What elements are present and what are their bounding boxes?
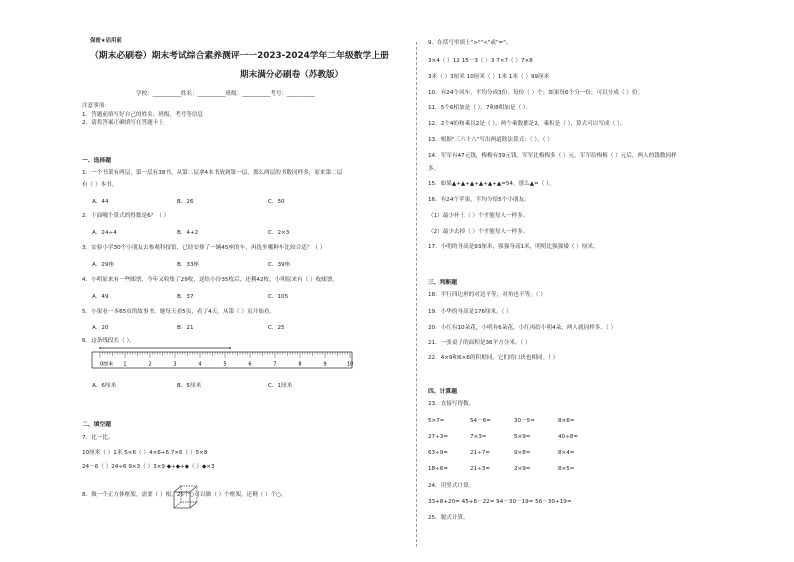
calc-cell: 7×3= (470, 434, 487, 440)
question-13: 13．根据"三六十八"写出两道除法算式：（ ），（ ） (428, 137, 553, 143)
question-3: 3．实验小学30个小朋友去参观科技馆，已经安排了一辆45座的车，再选坐哪种车比较合适？（ ） (82, 245, 326, 251)
q7-row-1: 10厘米（ ）1米 5×6（ ）4×6+6 7×6（ ）5×8 (82, 450, 208, 456)
question-6: 6．这条线段长（ ）。 (82, 338, 135, 344)
q4-option-b: B．37 (177, 294, 194, 300)
question-7: 7．比一比。 (82, 435, 114, 441)
question-9: 9．在括号里填上">""<"或"="。 (428, 40, 512, 46)
question-1: 1．一个书架有两层，第一层有38书，从第二层拿4本书放到第一层，那么两层的书数同样多，原来第二层 (82, 170, 343, 176)
calc-cell: 54－6= (470, 418, 491, 424)
question-20: 20．小红有10朵花，小明有6朵花，小红再给小明4朵，两人就同样多。（ ） (428, 325, 617, 331)
q5-option-b: B．21 (177, 325, 194, 331)
question-25: 25．脱式计算。 (428, 515, 469, 521)
question-15: 15．如果▲+▲+▲+▲+▲+▲=54，那么▲=（ ）。 (428, 181, 555, 187)
question-16: 16．有24个苹果，平均分给5个小朋友。 (428, 197, 530, 203)
ruler-tick-label: 2 (148, 361, 152, 368)
question-4: 4．小明原来有一些邮票，今年又收集了29枚，送给小玲35枚后，还剩42枚，小明原来有（ ）枚邮票。 (82, 277, 339, 283)
ruler-tick-label: 0厘米 (100, 361, 114, 368)
ruler-tick-label: 5 (223, 361, 227, 368)
section-1-title: 一、选择题 (82, 158, 111, 164)
exam-title-line1: （期末必刷卷）期末考试综合素养测评一一2023-2024学年二年级数学上册 (90, 51, 389, 61)
calc-cell: 27÷3= (428, 434, 449, 440)
question-11: 11．5个6相加是（ ），7和8相加是（ ）。 (428, 105, 532, 111)
cube-frame-icon (172, 484, 200, 510)
ruler-ticks (100, 352, 353, 368)
ruler-tick-label: 8 (298, 361, 302, 368)
calc-cell: 8×5= (558, 466, 575, 472)
ruler-tick-label: 7 (273, 361, 277, 368)
question-22: 22．4×9和6×6的积相同，它们的口诀也相同。（ ） (428, 355, 559, 361)
question-14-cont: 多。 (428, 166, 440, 172)
q9-row-2: 3米（ ）3厘米 10厘米（ ）1米 1米（ ）99厘米 (428, 74, 550, 80)
question-14: 14．军军有47元钱，梅梅有39元钱。军军比梅梅多（ ）元，军军给梅梅（ ）元后，两人的钱数同样 (428, 153, 677, 159)
q9-row-1: 3×4（ ）12 15－3（ ）3 7×7（ ）7×8 (428, 58, 533, 64)
calc-cell: 40÷8= (558, 434, 579, 440)
calc-cell: 21÷7= (470, 450, 491, 456)
notice-title: 注意事项： (82, 103, 110, 109)
q6-option-b: B．5厘米 (177, 383, 202, 389)
q7-row-2: 24－6（ ）24÷6 9×3（ ）3×9 ◆+◆+◆（ ）◆×3 (82, 464, 215, 470)
calc-cell: 2×9= (514, 466, 531, 472)
q2-option-a: A．24÷4 (92, 230, 117, 236)
exam-title-line2: 期末满分必刷卷（苏教版） (240, 70, 344, 80)
calc-cell: 8×4= (558, 450, 575, 456)
ruler-tick-label: 10 (346, 361, 354, 368)
q6-option-a: A．6厘米 (92, 383, 117, 389)
q4-option-a: A．49 (92, 294, 109, 300)
secret-label: 保密★启用前 (90, 38, 122, 44)
section-2-title: 二、填空题 (82, 422, 111, 428)
notice-item-2: 2．请将答案正确填写在答题卡上 (82, 120, 164, 126)
calc-cell: 9×8= (514, 450, 531, 456)
ruler-figure (90, 345, 354, 369)
q5-option-a: A．20 (92, 325, 109, 331)
question-24: 24．用竖式计算。 (428, 483, 475, 489)
calc-cell: 21÷3= (470, 466, 491, 472)
q2-option-b: B．4+2 (177, 230, 199, 236)
q16-part-2: （2）最少去掉（ ）个才能每人一样多。 (428, 229, 529, 235)
q4-option-c: C．105 (268, 294, 289, 300)
calc-cell: 5×9= (514, 434, 531, 440)
column-divider (416, 42, 417, 547)
question-5: 5．小果看一本65页的故事书，她每天看5页，看了4天。从第（ ）页开始看。 (82, 309, 275, 315)
section-4-title: 四、计算题 (428, 389, 457, 395)
question-19: 19．小华的身高是176厘米。（ ） (428, 309, 512, 315)
question-10: 10．有24个风车，平均分成3份，每份（ ）个；如果每6个分一份，可以分成（ ）份。 (428, 90, 644, 96)
ruler-body (92, 352, 352, 368)
question-21: 21．一张桌子的面积是36平方分米。（ ） (428, 340, 531, 346)
q3-option-b: B．33座 (177, 262, 200, 268)
q3-option-c: C．39座 (268, 262, 291, 268)
question-1-cont: 有（ ）本书。 (82, 182, 118, 188)
question-17: 17．小明的身高是93厘米，强强身高1米，明明比强强矮（ ）厘米。 (428, 244, 599, 250)
question-23: 23．直接写得数。 (428, 401, 475, 407)
q6-option-c: C．1厘米 (268, 383, 293, 389)
calc-cell: 18÷6= (428, 466, 449, 472)
q1-option-b: B．26 (177, 199, 194, 205)
ruler-tick-label: 9 (323, 361, 327, 368)
notice-item-1: 1．答题前填写好自己的姓名、班级、考号等信息 (82, 112, 204, 118)
ruler-tick-label: 4 (198, 361, 202, 368)
calc-cell: 8×6= (558, 418, 575, 424)
q16-part-1: （1）最少补上（ ）个才能每人一样多。 (428, 213, 529, 219)
ruler-tick-label: 6 (248, 361, 252, 368)
ruler-tick-label: 1 (123, 361, 127, 368)
q1-option-c: C．50 (268, 199, 285, 205)
question-12: 12．2个4的和乘以2是（ ），两个乘数都是2，乘积是（ ），算式可以写成（ ）。 (428, 121, 626, 127)
calc-cell: 30－5= (514, 418, 535, 424)
calc-cell: 63÷9= (428, 450, 449, 456)
section-3-title: 三、判断题 (428, 280, 457, 286)
q24-row: 33+8+20= 45+6－22= 94－30－19= 56－30+19= (428, 499, 572, 505)
q3-option-a: A．29座 (92, 262, 115, 268)
student-info-line: 学校：__________姓名：__________班级：__________考号：__________ (136, 91, 316, 97)
ruler-tick-label: 3 (173, 361, 177, 368)
q1-option-a: A．44 (92, 199, 109, 205)
question-18: 18．平行四边形的对边平等，对角也不等。（ ） (428, 292, 546, 298)
calc-cell: 5×7= (428, 418, 445, 424)
question-2: 2．下面哪个算式的得数是6？（ ） (82, 213, 170, 219)
q5-option-c: C．25 (268, 325, 285, 331)
question-8: 8．做一个正方体框架，需要（ ）根，25个○可以做（ ）个框架，还剩（ ）个○。 (82, 492, 287, 498)
q2-option-c: C．2×3 (268, 230, 290, 236)
